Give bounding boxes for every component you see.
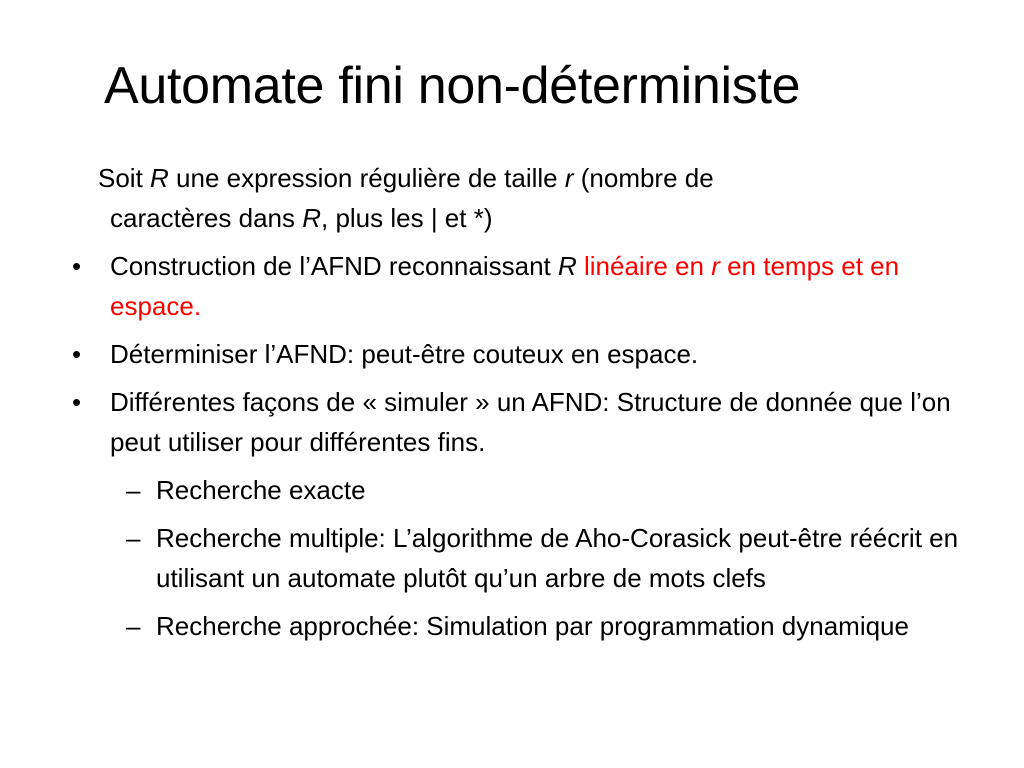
intro-paragraph (68, 158, 978, 238)
intro-text-3: (nombre de (573, 163, 714, 193)
highlight-var-r: r (711, 251, 720, 281)
bullet-text: Construction de l’AFND reconnaissant (110, 251, 558, 281)
bullet-var-R: R (557, 251, 577, 281)
dash-marker: – (126, 611, 141, 641)
bullet-marker: • (72, 339, 82, 369)
intro-var-R-2: R (302, 203, 321, 233)
intro-text-2: une expression régulière de taille (168, 163, 565, 193)
intro-line-2 (98, 198, 978, 238)
slide-title: Automate fini non-déterministe (104, 57, 801, 115)
intro-var-R: R (150, 163, 169, 193)
bullet-text: Différentes façons de « simuler » un AFND: Structure de donnée que l’on peut utiliser pour différentes fins. (110, 387, 951, 457)
sub-item-recherche-exacte (68, 470, 978, 510)
intro-text-4: caractères dans (110, 203, 303, 233)
bullet-space (577, 251, 584, 281)
bullet-item-simuler (68, 382, 978, 462)
dash-marker: – (126, 475, 141, 505)
intro-text-5: , plus les | et *) (321, 203, 493, 233)
intro-var-r: r (564, 163, 574, 193)
bullet-marker: • (72, 387, 82, 417)
sub-item-text: Recherche exacte (156, 475, 366, 505)
bullet-item-determiniser (68, 334, 978, 374)
sub-item-recherche-multiple (68, 518, 978, 598)
highlight-text-1: linéaire en (584, 251, 712, 281)
sub-item-text: Recherche approchée: Simulation par programmation dynamique (156, 611, 909, 641)
sub-item-recherche-approchee (68, 606, 978, 646)
dash-marker: – (126, 523, 141, 553)
bullet-text: Déterminiser l’AFND: peut-être couteux en espace. (110, 339, 699, 369)
bullet-item-construction (68, 246, 978, 326)
intro-text-1: Soit (98, 163, 151, 193)
sub-item-text: Recherche multiple: L’algorithme de Aho-Corasick peut-être réécrit en utilisant un automate plutôt qu’un arbre de mots clefs (156, 523, 959, 593)
highlight-text-2: en temps et en espace. (110, 251, 900, 321)
slide-body (68, 158, 978, 654)
bullet-marker: • (72, 251, 82, 281)
